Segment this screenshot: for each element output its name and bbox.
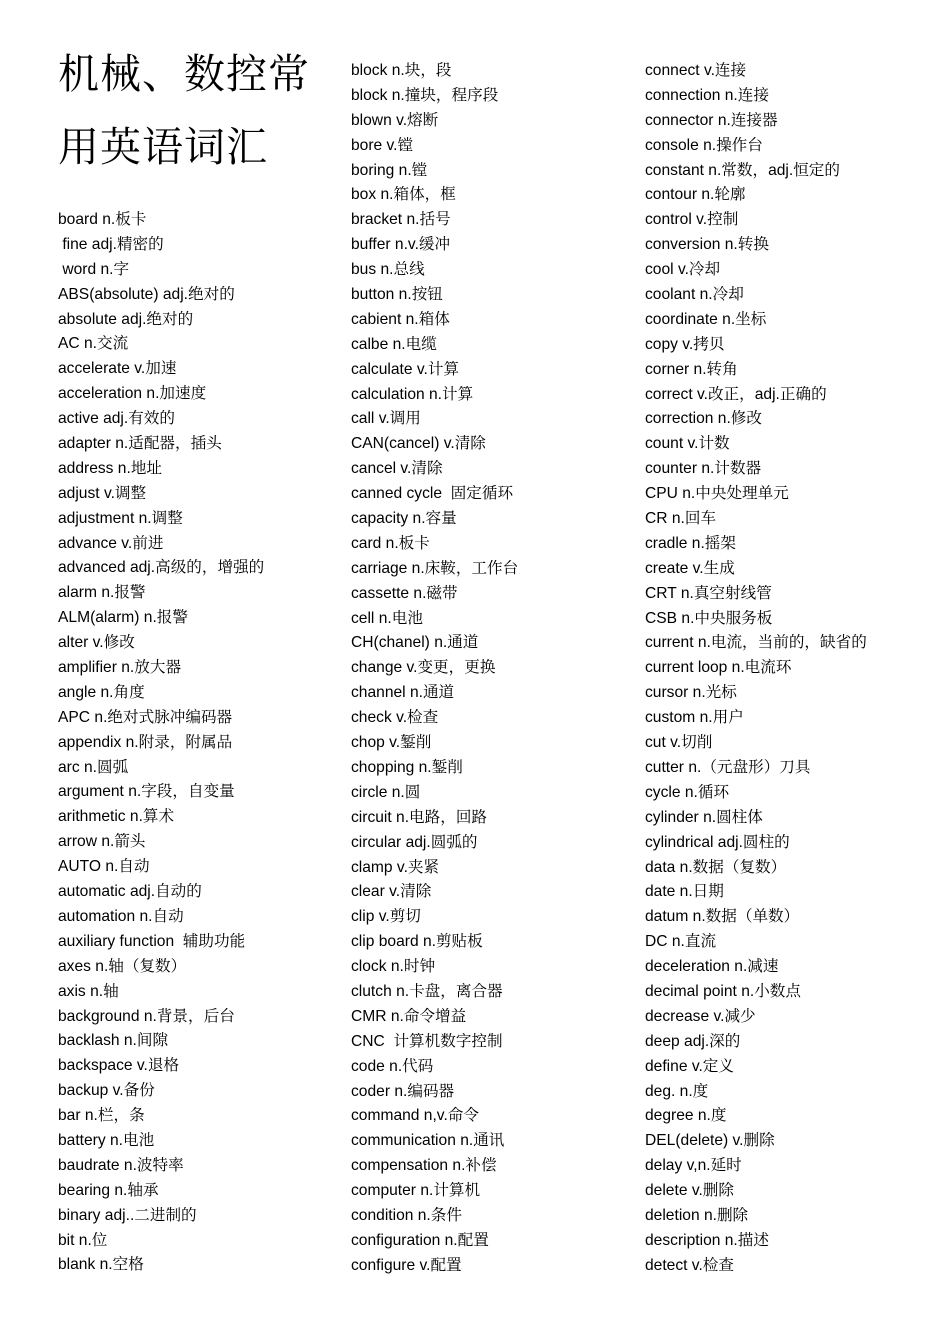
term-entry: canned cycle 固定循环 [351,485,514,503]
term-entry: configuration n.配置 [351,1231,489,1249]
term-entry: argument n.字段，自变量 [58,783,235,801]
term-entry: buffer n.v.缓冲 [351,236,451,254]
term-entry: conversion n.转换 [645,236,769,254]
term-entry: alarm n.报警 [58,584,146,602]
term-entry: arc n.圆弧 [58,758,129,776]
term-entry: CPU n.中央处理单元 [645,485,789,503]
term-entry: code n.代码 [351,1057,434,1075]
term-entry: background n.背景，后台 [58,1007,235,1025]
term-entry: cradle n.摇架 [645,534,736,552]
term-entry: datum n.数据（单数） [645,908,800,926]
term-entry: corner n.转角 [645,360,738,378]
term-entry: cursor n.光标 [645,684,737,702]
term-entry: axis n.轴 [58,982,119,1000]
term-entry: cabient n.箱体 [351,310,450,328]
term-entry: description n.描述 [645,1231,769,1249]
term-entry: cancel v.清除 [351,460,443,478]
term-entry: connector n.连接器 [645,111,778,129]
term-entry: coder n.编码器 [351,1082,455,1100]
term-entry: cutter n.（元盘形）刀具 [645,758,811,776]
term-entry: CNC 计算机数字控制 [351,1032,503,1050]
term-entry: axes n.轴（复数） [58,957,187,975]
term-entry: APC n.绝对式脉冲编码器 [58,708,233,726]
term-entry: backspace v.退格 [58,1057,180,1075]
term-entry: capacity n.容量 [351,510,457,528]
term-entry: bar n.栏，条 [58,1107,145,1125]
term-entry: battery n.电池 [58,1131,155,1149]
term-entry: cylinder n.圆柱体 [645,808,763,826]
term-entry: delete v.删除 [645,1182,734,1200]
term-entry: absolute adj.绝对的 [58,310,194,328]
term-entry: coordinate n.坐标 [645,310,767,328]
term-entry: card n.板卡 [351,534,430,552]
term-entry: carriage n.床鞍，工作台 [351,559,519,577]
term-entry: clip v.剪切 [351,908,421,926]
term-entry: adjust v.调整 [58,484,147,502]
term-entry: calculate v.计算 [351,360,460,378]
title-line-1: 机械、数控常 [58,50,310,98]
term-entry: condition n.条件 [351,1206,462,1224]
term-entry: date n.日期 [645,883,724,901]
term-entry: word n.字 [58,260,130,278]
term-entry: CMR n.命令增益 [351,1007,467,1025]
term-entry: current n.电流，当前的，缺省的 [645,634,867,652]
term-entry: clamp v.夹紧 [351,858,440,876]
term-entry: amplifier n.放大器 [58,659,182,677]
term-entry: change v.变更，更换 [351,659,496,677]
term-entry: circuit n.电路，回路 [351,808,488,826]
term-entry: deletion n.删除 [645,1206,749,1224]
term-entry: calculation n.计算 [351,385,474,403]
term-entry: box n.箱体，框 [351,186,456,204]
term-entry: boring n.镗 [351,161,428,179]
term-entry: clock n.时钟 [351,958,436,976]
term-entry: degree n.度 [645,1107,727,1125]
term-entry: deg. n.度 [645,1082,709,1100]
term-entry: coolant n.冷却 [645,286,744,304]
term-entry: cell n.电池 [351,609,423,627]
term-entry: accelerate v.加速 [58,360,177,378]
term-entry: channel n.通道 [351,684,455,702]
term-entry: bracket n.括号 [351,211,451,229]
term-entry: count v.计数 [645,435,730,453]
term-entry: bore v.镗 [351,136,414,154]
term-entry: AUTO n.自动 [58,858,150,876]
term-entry: alter v.修改 [58,634,135,652]
term-entry: backlash n.间隙 [58,1032,169,1050]
term-entry: address n.地址 [58,459,163,477]
term-entry: acceleration n.加速度 [58,385,207,403]
term-entry: communication n.通讯 [351,1132,505,1150]
term-entry: auxiliary function 辅助功能 [58,932,246,950]
term-entry: configure v.配置 [351,1256,462,1274]
term-entry: adjustment n.调整 [58,509,183,527]
term-entry: detect v.检查 [645,1256,734,1274]
title-line-2: 用英语词汇 [58,123,268,171]
term-entry: delay v,n.延时 [645,1157,742,1175]
term-entry: ABS(absolute) adj.绝对的 [58,285,235,303]
term-entry: contour n.轮廓 [645,186,746,204]
term-entry: constant n.常数，adj.恒定的 [645,161,840,179]
term-entry: circular adj.圆弧的 [351,833,478,851]
term-entry: automation n.自动 [58,907,184,925]
term-entry: arithmetic n.算术 [58,808,175,826]
term-list [351,59,518,1279]
term-entry: deep adj.深的 [645,1032,741,1050]
term-entry: AC n.交流 [58,335,129,353]
term-entry: command n,v.命令 [351,1107,479,1125]
term-entry: connect v.连接 [645,62,747,79]
term-entry: chopping n.錾削 [351,758,463,776]
term-entry: cut v.切削 [645,734,713,752]
term-entry: computer n.计算机 [351,1182,481,1200]
term-entry: current loop n.电流环 [645,659,792,677]
term-entry: board n.板卡 [58,211,147,228]
term-entry: CAN(cancel) v.清除 [351,435,486,453]
term-entry: check v.检查 [351,709,439,727]
term-entry: block n.撞块，程序段 [351,86,499,104]
term-entry: bus n.总线 [351,261,425,279]
term-list [58,208,264,1278]
term-entry: cycle n.循环 [645,783,730,801]
term-entry: custom n.用户 [645,709,744,727]
term-entry: DC n.直流 [645,933,717,951]
term-entry: CR n.回车 [645,510,717,528]
term-entry: advanced adj.高级的，增强的 [58,559,265,577]
term-entry: blank n.空格 [58,1256,144,1274]
term-entry: clutch n.卡盘，离合器 [351,982,503,1000]
term-entry: define v.定义 [645,1057,734,1075]
term-entry: control v.控制 [645,211,739,229]
term-entry: angle n.角度 [58,683,145,701]
term-entry: binary adj..二进制的 [58,1206,197,1224]
term-entry: baudrate n.波特率 [58,1156,184,1174]
term-entry: bearing n.轴承 [58,1181,159,1199]
term-entry: clip board n.剪贴板 [351,933,483,951]
term-entry: counter n.计数器 [645,460,762,478]
term-entry: decrease v.减少 [645,1007,756,1025]
term-entry: block n.块，段 [351,62,452,79]
term-entry: DEL(delete) v.删除 [645,1132,775,1150]
term-entry: cassette n.磁带 [351,584,458,602]
term-entry: backup v.备份 [58,1082,155,1100]
term-entry: bit n.位 [58,1231,108,1249]
term-entry: console n.操作台 [645,136,763,154]
term-entry: ALM(alarm) n.报警 [58,609,188,627]
term-entry: CRT n.真空射线管 [645,584,772,602]
term-entry: appendix n.附录，附属品 [58,733,233,751]
term-entry: arrow n.箭头 [58,833,146,851]
term-entry: cool v.冷却 [645,261,721,279]
document-title [58,38,310,184]
term-entry: circle n.圆 [351,783,421,801]
term-entry: chop v.錾削 [351,734,432,752]
term-entry: button n.按钮 [351,286,443,304]
term-entry: calbe n.电缆 [351,335,437,353]
term-entry: data n.数据（复数） [645,858,787,876]
term-entry: correction n.修改 [645,410,762,428]
term-entry: advance v.前进 [58,534,164,552]
term-entry: correct v.改正，adj.正确的 [645,385,827,403]
term-entry: connection n.连接 [645,86,769,104]
term-entry: compensation n.补偿 [351,1157,497,1175]
term-entry: deceleration n.减速 [645,958,779,976]
term-entry: active adj.有效的 [58,410,175,428]
term-entry: adapter n.适配器，插头 [58,435,222,453]
term-entry: cylindrical adj.圆柱的 [645,833,790,851]
term-entry: create v.生成 [645,559,735,577]
term-entry: decimal point n.小数点 [645,982,801,1000]
term-entry: copy v.拷贝 [645,335,725,353]
term-entry: fine adj.精密的 [58,235,164,253]
term-entry: clear v.清除 [351,883,432,901]
term-list [645,59,867,1279]
term-entry: automatic adj.自动的 [58,883,202,901]
term-entry: CH(chanel) n.通道 [351,634,479,652]
term-entry: call v.调用 [351,410,421,428]
term-entry: CSB n.中央服务板 [645,609,773,627]
term-entry: blown v.熔断 [351,111,439,129]
